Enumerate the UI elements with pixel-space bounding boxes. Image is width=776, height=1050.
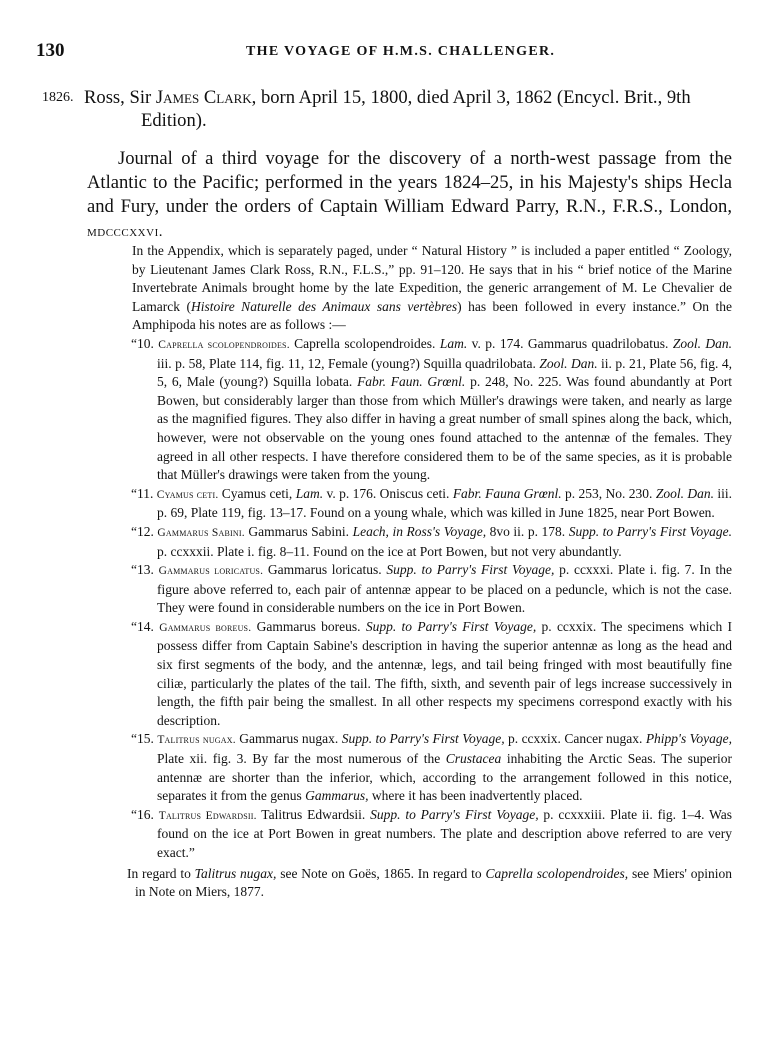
- list-item: “11. Cyamus ceti. Cyamus ceti, Lam. v. p. 176. Oniscus ceti. Fabr. Fauna Grœnl. p. 253, No. 230. Zool. Dan. iii. p. 69, Plate 119, fig. 13–17. Found on a young whale, which was killed in June 1825, near Port Bowen.: [131, 485, 733, 521]
- species-list: [127, 335, 732, 863]
- closing-paragraph: In regard to Talitrus nugax, see Note on Goës, 1865. In regard to Caprella scolopendroides, see Miers' opinion in Note on Miers, 1877.: [127, 865, 732, 900]
- item-number: “16.: [131, 806, 154, 822]
- item-number: “13.: [131, 562, 154, 578]
- item-species-name: Gammarus loricatus.: [158, 565, 264, 578]
- entry-heading-line2: Edition).: [141, 110, 207, 131]
- work-date: mdcccxxvi.: [87, 224, 163, 240]
- running-title: THE VOYAGE OF H.M.S. CHALLENGER.: [246, 44, 556, 59]
- author-name: James Clark,: [155, 87, 257, 108]
- author-surname: Ross,: [84, 87, 125, 108]
- item-species-name: Talitrus Edwardsii.: [158, 809, 257, 822]
- list-item: “13. Gammarus loricatus. Gammarus loricatus. Supp. to Parry's First Voyage, p. ccxxxi. Plate i. fig. 7. In the figure above referred to, each pair of antennæ appear to be placed on a peduncle, which is not the case. They were found in considerable numbers on the ice in Port Bowen.: [131, 562, 732, 616]
- list-item: “15. Talitrus nugax. Gammarus nugax. Supp. to Parry's First Voyage, p. ccxxix. Cancer nugax. Phipp's Voyage, Plate xii. fig. 3. By far the most numerous of the Crustacea inhabiting the Arctic Seas. The superior antennæ are shorter than the inferior, which, according to the arrangement followed in this notice, separates it from the genus Gammarus, where it has been inadvertently placed.: [131, 731, 732, 804]
- item-number: “11.: [131, 485, 154, 501]
- item-species-name: Gammarus Sabini.: [157, 526, 245, 539]
- item-species-name: Talitrus nugax.: [157, 734, 236, 747]
- intro-paragraph: In the Appendix, which is separately paged, under “ Natural History ” is included a paper entitled “ Zoology, by Lieutenant James Clark Ross, R.N., F.L.S.,” pp. 91–120. He says that in his “ brief notice of the Marine Invertebrate Animals brought home by the late Expedition, the generic arrangement of M. Le Chevalier de Lamarck (Histoire Naturelle des Animaux sans vertèbres) has been followed in every instance.” On the Amphipoda his notes are as follows :—: [132, 243, 732, 333]
- page-number: 130: [36, 40, 65, 61]
- list-item: “10. Caprella scolopendroides. Caprella scolopendroides. Lam. v. p. 174. Gammarus quadrilobatus. Zool. Dan. iii. p. 58, Plate 114, fig. 11, 12, Female (young?) Squilla quadrilobata. Zool. Dan. ii. p. 21, Plate 56, fig. 4, 5, 6, Male (young?) Squilla lobata. Fabr. Faun. Grœnl. p. 248, No. 225. Was found abundantly at Port Bowen, but considerably larger than those from which Müller's drawings were taken, and nearly as large as the magnified figures. They also differ in having a great number of small spines along the back, which, however, were not observable on the young ones found attached to the antennæ of the females. They agreed in all other respects. I have therefore considered them to be of the same species, as it is probable that Müller's drawings were taken from the young.: [131, 335, 733, 483]
- list-item: “16. Talitrus Edwardsii. Talitrus Edwardsii. Supp. to Parry's First Voyage, p. ccxxxiii. Plate ii. fig. 1–4. Was found on the ice at Port Bowen in great numbers. The plate and description above referred to are very exact.”: [131, 806, 732, 860]
- author-title: Sir: [129, 87, 152, 108]
- page-header: [36, 40, 736, 64]
- list-item: “12. Gammarus Sabini. Gammarus Sabini. Leach, in Ross's Voyage, 8vo ii. p. 178. Supp. to Parry's First Voyage. p. ccxxxii. Plate i. fig. 8–11. Found on the ice at Port Bowen, but not very abundantly.: [131, 523, 732, 559]
- item-number: “12.: [131, 523, 154, 539]
- author-dates: born April 15, 1800, died April 3, 1862 (Encycl. Brit., 9th: [260, 87, 691, 108]
- bibliography-entry: [42, 86, 732, 132]
- work-title-text: Journal of a third voyage for the discovery of a north-west passage from the Atlantic to the Pacific; performed in the years 1824–25, in his Majesty's ships Hecla and Fury, under the orders of Captain William Edward Parry, R.N., F.R.S., London,: [87, 148, 732, 217]
- item-species-name: Gammarus boreus.: [159, 621, 252, 634]
- item-number: “15.: [131, 731, 154, 747]
- item-number: “14.: [131, 618, 154, 634]
- intro-italic: Histoire Naturelle des Animaux sans vertèbres: [190, 298, 458, 314]
- item-species-name: Cyamus ceti.: [156, 488, 219, 501]
- entry-number: 1826.: [42, 90, 74, 105]
- list-item: “14. Gammarus boreus. Gammarus boreus. Supp. to Parry's First Voyage, p. ccxxix. The specimens which I possess differ from Captain Sabine's description in having the superior antennæ as long as the head and six first segments of the body, and the antennæ, legs, and tail being fringed with most beautifully fine ciliæ, particularly the plates of the tail. The fifth, sixth, and seventh pair of legs increase successively in length, the fifth pair being the smallest. In all other respects my specimens correspond exactly with his description.: [131, 618, 733, 728]
- notes-body: [127, 242, 732, 902]
- item-number: “10.: [131, 335, 154, 351]
- work-title: [87, 147, 732, 244]
- item-species-name: Caprella scolopendroides.: [158, 338, 290, 351]
- entry-heading: [42, 86, 732, 109]
